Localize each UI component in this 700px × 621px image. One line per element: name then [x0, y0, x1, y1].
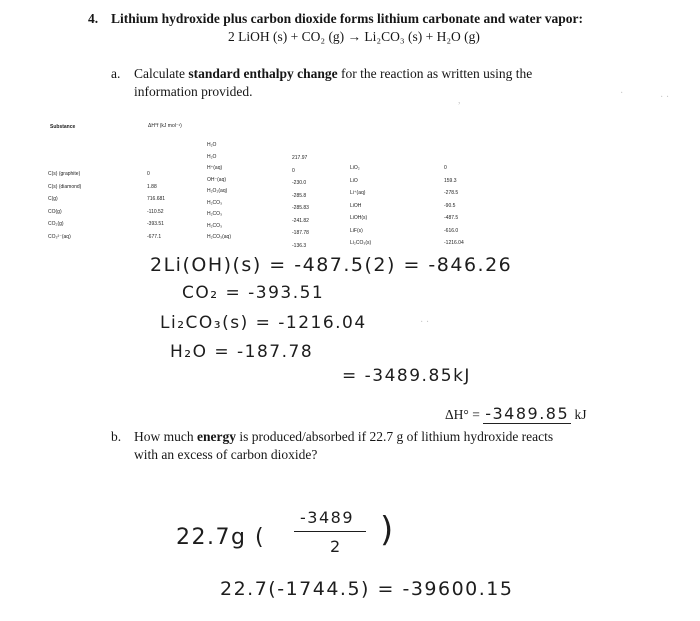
table-cell: H₂O — [207, 142, 217, 148]
handwriting-b-line1-right: ) — [380, 510, 395, 550]
table-cell: H₂CO₃ — [207, 199, 223, 206]
table-cell: LiO — [350, 177, 358, 184]
table-cell: -677.1 — [147, 233, 162, 240]
table-cell: 0 — [147, 171, 150, 177]
table-cell: -285.83 — [292, 205, 309, 211]
part-b-question-line2: with an excess of carbon dioxide? — [134, 447, 318, 462]
handwriting-a-line4: H₂O = -187.78 — [170, 342, 314, 362]
table-cell: -278.5 — [444, 190, 459, 196]
part-b-label: b. — [111, 429, 122, 444]
table-col-4 — [350, 162, 371, 250]
table-cell: -136.3 — [292, 242, 307, 249]
part-a-question — [134, 65, 532, 83]
handwriting-b-line1-left: 22.7g ( — [176, 525, 266, 550]
part-b-question — [134, 428, 553, 446]
part-a-question-line2: information provided. — [134, 84, 253, 99]
table-cell: CO(g) — [48, 208, 62, 215]
table-cell: -90.5 — [444, 202, 456, 209]
table-cell: -487.5 — [444, 215, 459, 221]
table-col-2 — [207, 140, 231, 244]
table-cell: H₂CO₃ — [207, 222, 223, 229]
table-cell: C(g) — [48, 196, 58, 202]
table-cell: -241.82 — [292, 217, 309, 224]
table-cell: H⁺(aq) — [207, 165, 223, 171]
question-text: Lithium hydroxide plus carbon dioxide forms lithium carbonate and water vapor: — [111, 11, 584, 26]
table-header-enthalpy: ΔH°f (kJ mol⁻¹) — [148, 123, 182, 129]
table-cell: LiOH(s) — [350, 215, 368, 221]
scan-speck: · · — [420, 317, 430, 328]
scan-speck: · · — [660, 92, 670, 103]
table-cell: OH⁻(aq) — [207, 176, 227, 183]
part-a-text-bold: standard enthalpy change — [188, 66, 338, 81]
table-cell: Li₂CO₃(s) — [350, 240, 372, 246]
table-cell: -187.78 — [292, 230, 309, 236]
table-cell: LiO₂ — [350, 165, 360, 171]
table-cell: H₂CO₃ — [207, 211, 223, 217]
answer-a-unit: kJ — [571, 407, 587, 422]
handwriting-b-fraction-denominator: 2 — [330, 537, 342, 556]
table-cell: -230.0 — [292, 180, 307, 186]
table-col-5 — [444, 162, 464, 250]
table-cell: 217.97 — [292, 155, 308, 161]
table-cell: H₂O — [207, 153, 217, 160]
part-b-text-pre: How much — [134, 429, 197, 444]
table-cell: CO₂(g) — [48, 221, 64, 227]
table-cell: H₂O₂(aq) — [207, 188, 228, 194]
table-cell: CO₃²⁻(aq) — [48, 233, 71, 240]
table-cell: -1216.04 — [444, 240, 464, 246]
table-cell: 0 — [444, 165, 447, 171]
table-cell: C(s) (diamond) — [48, 183, 82, 190]
question-number: 4. — [88, 11, 99, 26]
scan-speck: , — [458, 95, 461, 106]
table-cell: -616.0 — [444, 227, 459, 234]
handwriting-a-line5: = -3489.85kJ — [342, 366, 471, 386]
table-cell: 1.88 — [147, 183, 157, 190]
table-cell: Li⁺(aq) — [350, 190, 366, 196]
table-cell: -393.51 — [147, 221, 164, 227]
answer-a-label: ΔH° = — [445, 407, 484, 422]
handwriting-b-line2: 22.7(-1744.5) = -39600.15 — [220, 578, 514, 600]
table-col-values — [147, 168, 165, 243]
part-b-text-bold: energy — [197, 429, 236, 444]
table-cell: -285.8 — [292, 192, 307, 199]
part-a-text-pre: Calculate — [134, 66, 189, 81]
fraction-bar — [294, 531, 366, 532]
table-cell: 0 — [292, 167, 295, 174]
handwriting-a-line3: Li₂CO₃(s) = -1216.04 — [160, 313, 367, 333]
table-cell: C(s) (graphite) — [48, 171, 81, 177]
table-col-3 — [292, 152, 309, 252]
handwriting-a-line2: CO₂ = -393.51 — [182, 283, 325, 303]
table-cell: 716.681 — [147, 196, 166, 202]
part-b-text-post: is produced/absorbed if 22.7 g of lithium hydroxide reacts — [235, 429, 554, 444]
scan-speck: · — [620, 88, 624, 99]
handwriting-b-fraction-numerator: -3489 — [300, 508, 354, 527]
part-a-text-post: for the reaction as written using the — [337, 66, 533, 81]
table-cell: -110.52 — [147, 208, 164, 215]
table-cell: LiOH — [350, 202, 362, 209]
answer-a-value: -3489.85 — [485, 404, 570, 423]
answer-a — [445, 404, 587, 423]
table-cell: H₂CO₃(aq) — [207, 234, 231, 240]
table-header-substance: Substance — [50, 124, 76, 130]
handwriting-a-line1: 2Li(OH)(s) = -487.5(2) = -846.26 — [150, 254, 513, 276]
table-cell: 159.3 — [444, 177, 457, 184]
table-col-substances — [48, 168, 81, 243]
table-cell: LiF(s) — [350, 227, 363, 234]
part-a-label: a. — [111, 66, 121, 81]
reaction-equation: 2 LiOH (s) + CO₂ (g) → Li₂CO₃ (s) + H₂O (g) — [228, 29, 480, 44]
